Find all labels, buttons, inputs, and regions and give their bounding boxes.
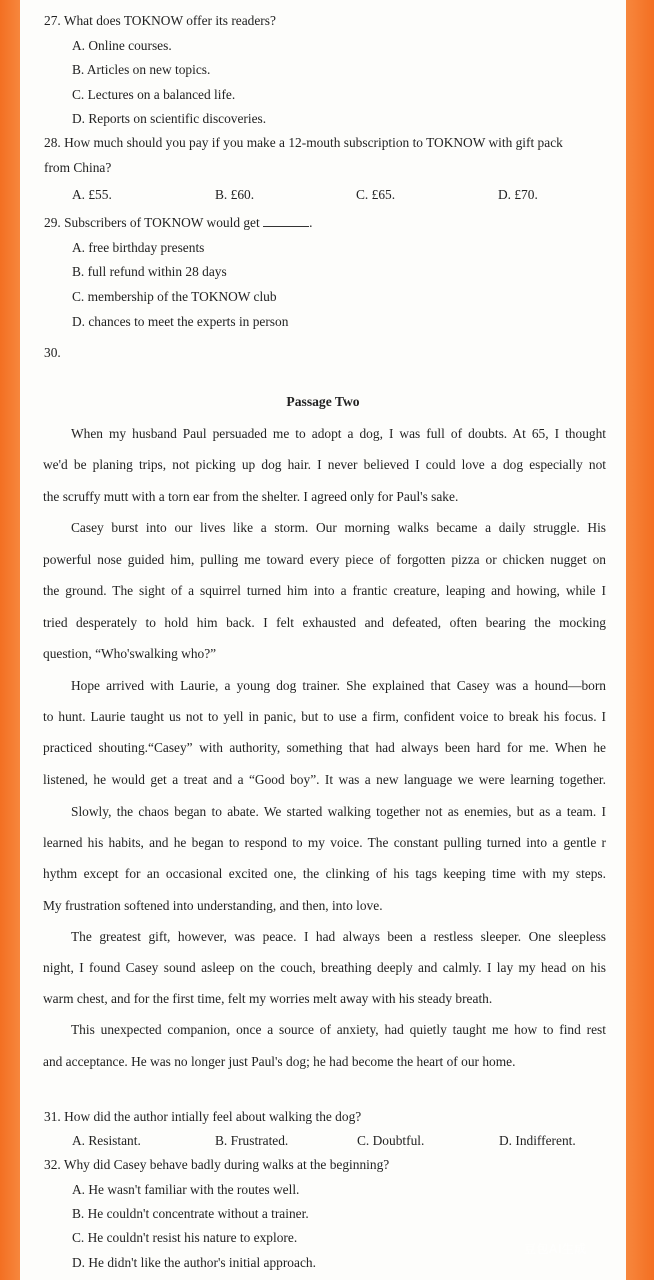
passage-line-18: night, I found Casey sound asleep on the couch, breathing deeply and calmly. I lay my head on his — [43, 960, 606, 975]
passage-line-14: learned his habits, and he began to respond to my voice. The constant pulling turned into a gentle r — [43, 835, 606, 850]
q28-option-a: A. £55. — [72, 187, 112, 202]
passage-line-12: listened, he would get a treat and a “Good boy”. It was a new language we were learning together. — [43, 772, 606, 787]
passage-title: Passage Two — [286, 394, 360, 409]
passage-line-4: Casey burst into our lives like a storm. Our morning walks became a daily struggle. His — [71, 520, 606, 535]
q27-option-d: D. Reports on scientific discoveries. — [72, 111, 267, 126]
q28-option-c: C. £65. — [356, 187, 396, 202]
passage-line-20: This unexpected companion, once a source of anxiety, had quietly taught me how to find rest — [71, 1022, 606, 1037]
q31-option-b: B. Frustrated. — [215, 1133, 289, 1148]
passage-line-13: Slowly, the chaos began to abate. We started walking together not as enemies, but as a team. I — [71, 804, 606, 819]
q27-option-c: C. Lectures on a balanced life. — [72, 87, 236, 102]
passage-line-1: When my husband Paul persuaded me to adopt a dog, I was full of doubts. At 65, I thought — [71, 426, 606, 441]
right-orange-border — [626, 0, 654, 1280]
passage-line-7: tried desperately to hold him back. I felt exhausted and defeated, often bearing the mocking — [43, 615, 606, 630]
q31-option-c: C. Doubtful. — [357, 1133, 425, 1148]
passage-line-21: and acceptance. He was no longer just Paul's dog; he had become the heart of our home. — [43, 1054, 516, 1069]
question-28-cont: from China? — [44, 160, 112, 175]
q32-option-a: A. He wasn't familiar with the routes well. — [72, 1182, 300, 1197]
q32-option-c: C. He couldn't resist his nature to explore. — [72, 1230, 298, 1245]
question-29 — [44, 215, 312, 231]
question-28: 28. How much should you pay if you make a 12-mouth subscription to TOKNOW with gift pack — [44, 135, 563, 150]
question-31: 31. How did the author intially feel about walking the dog? — [44, 1109, 362, 1124]
passage-line-19: warm chest, and for the first time, felt my worries melt away with his steady breath. — [43, 991, 493, 1006]
q27-option-b: B. Articles on new topics. — [72, 62, 211, 77]
passage-line-3: the scruffy mutt with a torn ear from the shelter. I agreed only for Paul's sake. — [43, 489, 459, 504]
q29-option-b: B. full refund within 28 days — [72, 264, 227, 279]
passage-line-5: powerful nose guided him, pulling me toward every piece of forgotten pizza or chicken nugget on — [43, 552, 606, 567]
passage-line-17: The greatest gift, however, was peace. I had always been a restless sleeper. One sleepless — [71, 929, 606, 944]
question-27: 27. What does TOKNOW offer its readers? — [44, 13, 276, 28]
question-30: 30. — [44, 345, 61, 360]
q29-option-a: A. free birthday presents — [72, 240, 205, 255]
q32-option-b: B. He couldn't concentrate without a trainer. — [72, 1206, 309, 1221]
q31-option-a: A. Resistant. — [72, 1133, 141, 1148]
answer-blank — [263, 215, 309, 227]
q29-stem-text: 29. Subscribers of TOKNOW would get — [44, 215, 264, 230]
left-orange-border — [0, 0, 20, 1280]
q32-option-d: D. He didn't like the author's initial approach. — [72, 1255, 316, 1270]
passage-line-2: we'd be planing trips, not picking up dog hair. I never believed I could love a dog especially not — [43, 457, 606, 472]
exam-page — [20, 0, 626, 1280]
passage-line-9: Hope arrived with Laurie, a young dog trainer. She explained that Casey was a hound—born — [71, 678, 606, 693]
q29-option-c: C. membership of the TOKNOW club — [72, 289, 277, 304]
question-32: 32. Why did Casey behave badly during walks at the beginning? — [44, 1157, 390, 1172]
passage-line-10: to hunt. Laurie taught us not to yell in panic, but to use a firm, confident voice to break his focus. I — [43, 709, 606, 724]
q28-option-d: D. £70. — [498, 187, 538, 202]
passage-line-16: My frustration softened into understanding, and then, into love. — [43, 898, 383, 913]
q27-option-a: A. Online courses. — [72, 38, 172, 53]
passage-line-11: practiced shouting.“Casey” with authority, something that had always been hard for me. When he — [43, 740, 606, 755]
q29-stem-end: . — [309, 215, 313, 230]
passage-line-15: hythm except for an occasional excited one, the clinking of his tags keeping time with my steps. — [43, 866, 606, 881]
watermark: 豆包AI生成 — [524, 1242, 587, 1256]
q29-option-d: D. chances to meet the experts in person — [72, 314, 289, 329]
q28-option-b: B. £60. — [215, 187, 255, 202]
passage-line-8: question, “Who'swalking who?” — [43, 646, 217, 661]
q31-option-d: D. Indifferent. — [499, 1133, 576, 1148]
passage-line-6: the ground. The sight of a squirrel turned him into a frantic creature, leaping and howing, while I — [43, 583, 606, 598]
